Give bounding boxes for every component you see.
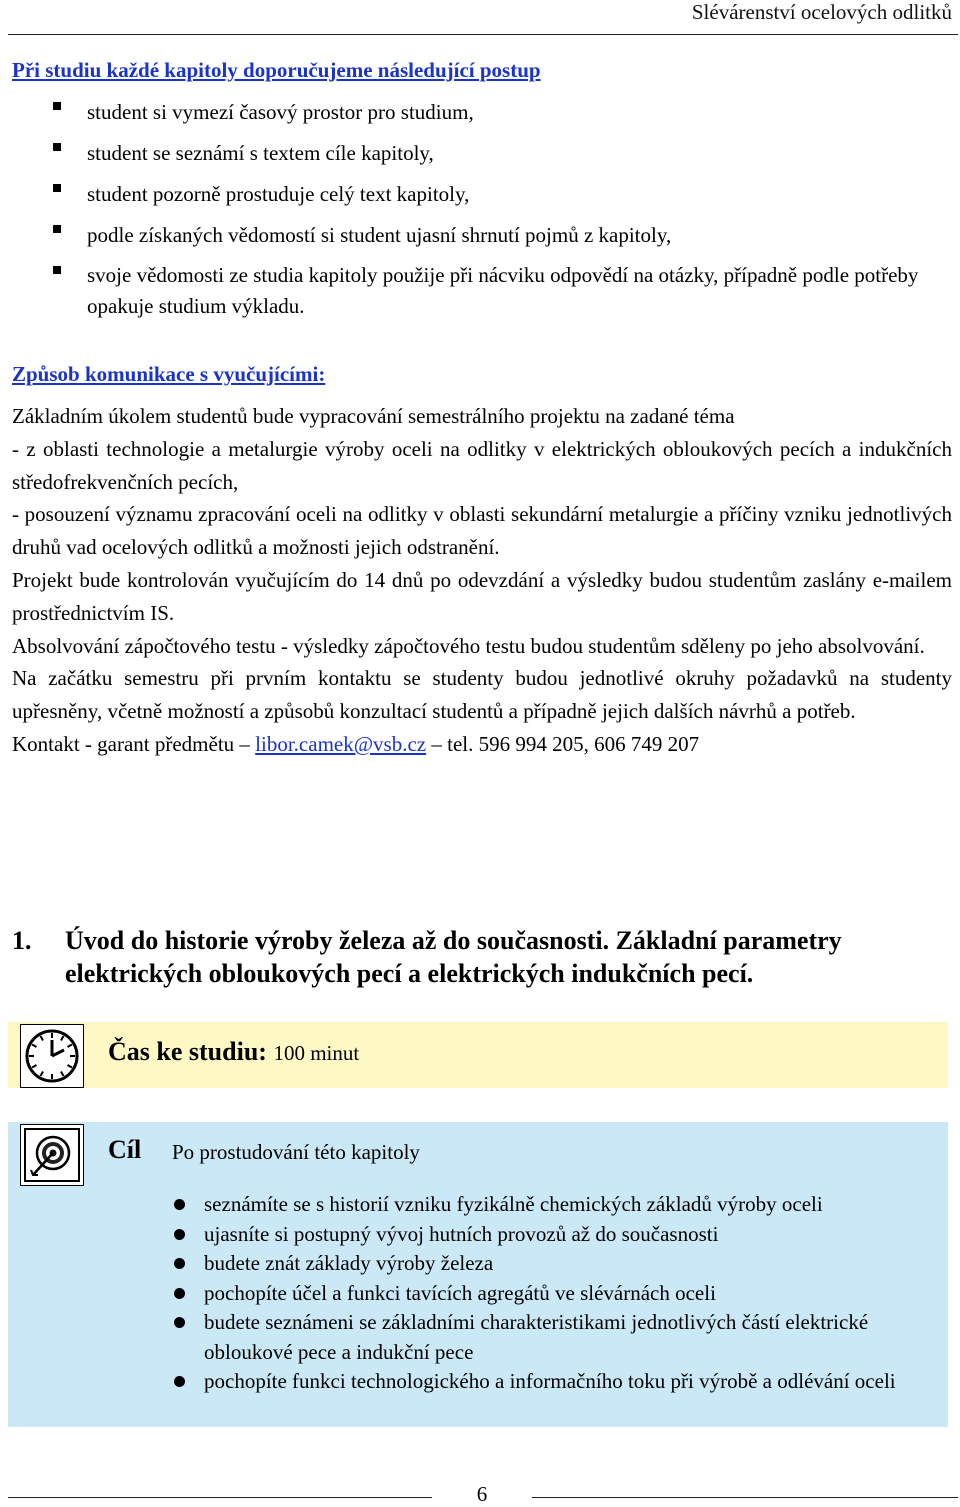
list-item: student pozorně prostuduje celý text kapitoly, [12, 178, 952, 211]
list-item: pochopíte účel a funkci tavících agregátů ve slévárnách oceli [172, 1279, 960, 1309]
list-item: seznámíte se s historií vzniku fyzikálně chemických základů výroby oceli [172, 1190, 960, 1220]
study-procedure-section [12, 58, 541, 83]
list-item: budete znát základy výroby železa [172, 1249, 960, 1279]
footer-divider-right [532, 1497, 958, 1498]
round-bullet-icon [174, 1288, 185, 1299]
goal-list [172, 1190, 960, 1397]
list-item: student se seznámí s textem cíle kapitoly, [12, 137, 952, 170]
list-item: pochopíte funkci technologického a informačního toku při výrobě a odlévání oceli [172, 1367, 904, 1397]
study-procedure-heading[interactable]: Při studiu každé kapitoly doporučujeme následující postup [12, 58, 541, 82]
list-item: svoje vědomosti ze studia kapitoly použije při nácviku odpovědí na otázky, případně podle potřeby opakuje studium výkladu. [12, 260, 952, 322]
communication-section [12, 362, 325, 387]
square-bullet-icon [53, 225, 61, 233]
paragraph: Absolvování zápočtového testu - výsledky zápočtového testu budou studentům sděleny po jeho absolvování. [12, 633, 925, 658]
communication-body [12, 400, 952, 761]
paragraph: Na začátku semestru při prvním kontaktu se studenty budou jednotlivé okruhy požadavků na studenty upřesněny, včetně možností a způsobů konzultací studentů a případně jejich dalších návrhů a potřeb. [12, 666, 952, 724]
paragraph: - z oblasti technologie a metalurgie výroby oceli na odlitky v elektrických obloukových pecích a indukčních středofrekvenčních pecích, [12, 436, 952, 494]
study-procedure-list [12, 96, 952, 322]
round-bullet-icon [174, 1258, 185, 1269]
contact-line [12, 728, 952, 761]
round-bullet-icon [174, 1199, 185, 1210]
study-time-value: 100 minut [273, 1041, 360, 1065]
goal-label: Cíl [108, 1135, 142, 1164]
target-icon [20, 1124, 84, 1186]
communication-heading[interactable]: Způsob komunikace s vyučujícími: [12, 362, 326, 386]
study-time-label: Čas ke studiu: 100 minut [108, 1037, 360, 1066]
paragraph: Projekt bude kontrolován vyučujícím do 14 dnů po odevzdání a výsledky budou studentům zaslány e-mailem prostřednictvím IS. [12, 567, 952, 625]
contact-phone: – tel. 596 994 205, 606 749 207 [431, 731, 700, 756]
list-item: student si vymezí časový prostor pro studium, [12, 96, 952, 129]
contact-email-link[interactable]: libor.camek@vsb.cz [255, 731, 427, 756]
chapter-number: 1. [12, 926, 32, 955]
square-bullet-icon [53, 143, 61, 151]
running-header-title: Slévárenství ocelových odlitků [691, 0, 952, 24]
round-bullet-icon [174, 1229, 185, 1240]
list-item: budete seznámeni se základními charakteristikami jednotlivých částí elektrické obloukové pece a indukční pece [172, 1308, 904, 1367]
header-divider [8, 34, 958, 35]
paragraph: Základním úkolem studentů bude vypracování semestrálního projektu na zadané téma [12, 404, 735, 428]
square-bullet-icon [53, 266, 61, 274]
clock-icon [20, 1024, 84, 1088]
list-item: ujasníte si postupný vývoj hutních provozů až do současnosti [172, 1220, 960, 1250]
page-number: 6 [476, 1482, 488, 1506]
square-bullet-icon [53, 102, 61, 110]
round-bullet-icon [174, 1317, 185, 1328]
round-bullet-icon [174, 1376, 185, 1387]
goal-intro: Po prostudování této kapitoly [172, 1140, 420, 1164]
list-item: podle získaných vědomostí si student ujasní shrnutí pojmů z kapitoly, [12, 219, 952, 252]
footer-divider-left [8, 1497, 432, 1498]
paragraph: - posouzení významu zpracování oceli na odlitky v oblasti sekundární metalurgie a příčiny vzniku jednotlivých druhů vad ocelových odlitků a možnosti jejich odstranění. [12, 502, 952, 560]
contact-prefix: Kontakt - garant předmětu – [12, 731, 250, 756]
square-bullet-icon [53, 184, 61, 192]
chapter-title: Úvod do historie výroby železa až do současnosti. Základní parametry elektrických obloukových pecí a elektrických indukčních pecí. [65, 926, 842, 988]
